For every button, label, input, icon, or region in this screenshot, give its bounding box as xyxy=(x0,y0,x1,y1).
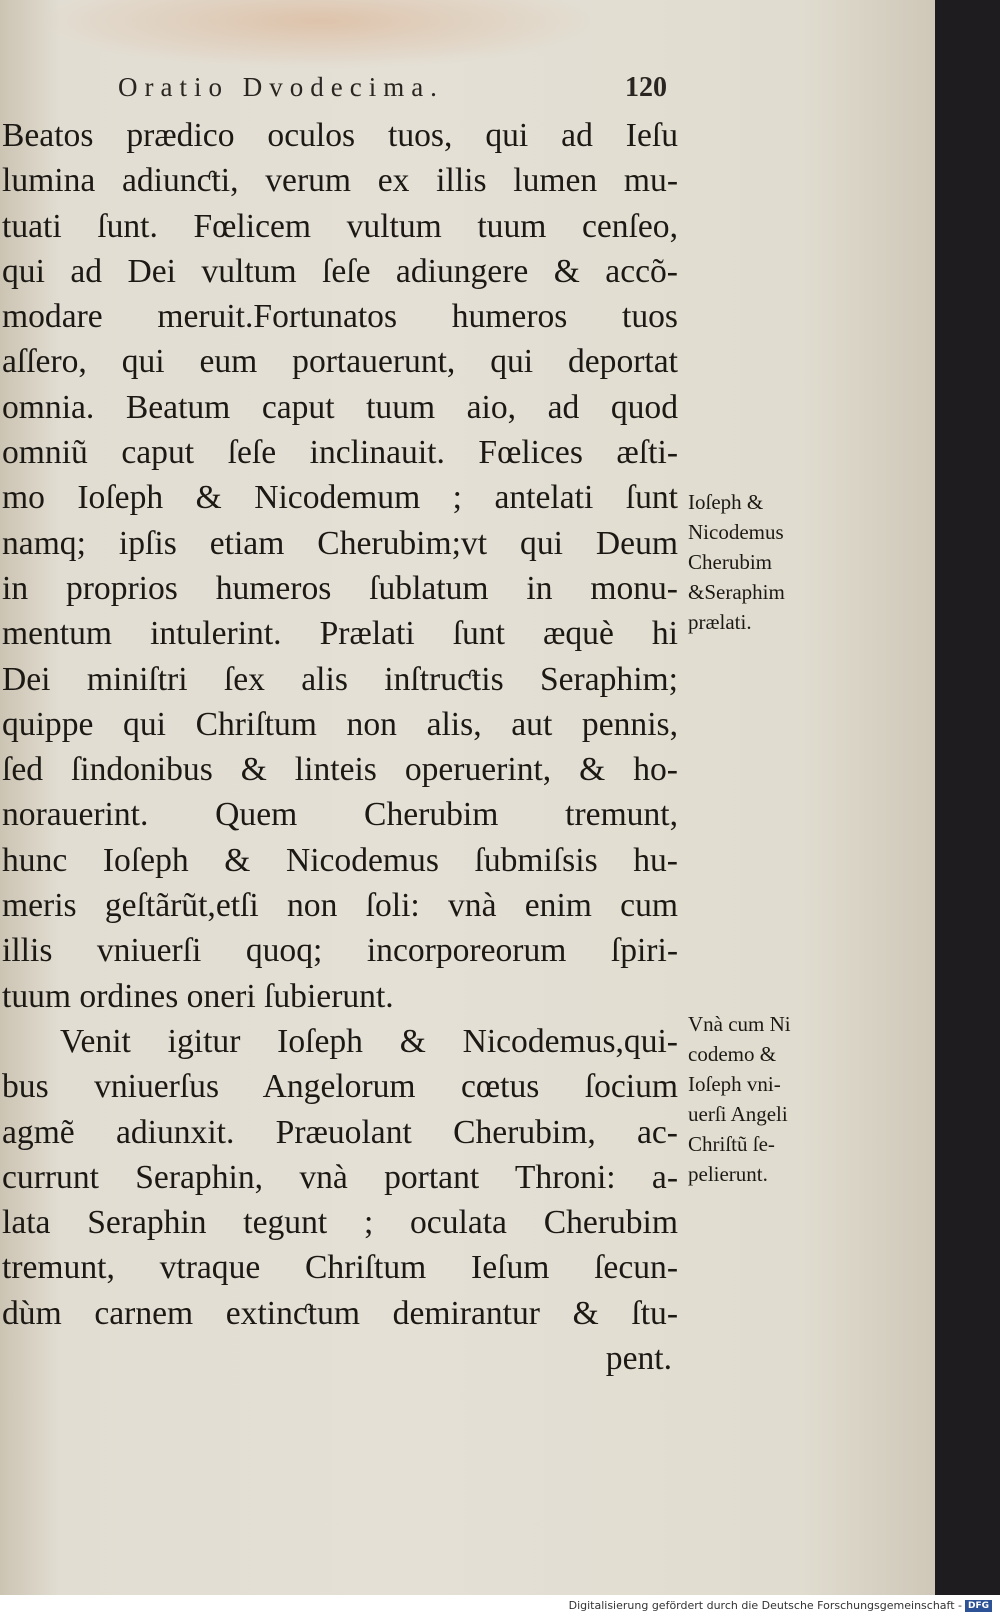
text-line: bus vniuerſus Angelorum cœtus ſocium xyxy=(2,1068,678,1106)
text-line: dùm carnem extinƈtum demirantur & ſtu- xyxy=(2,1294,678,1332)
paragraph-1 xyxy=(2,113,678,1019)
text-line: modare meruit.Fortunatos humeros tuos xyxy=(2,298,678,336)
marginal-line: prælati. xyxy=(688,610,752,634)
text-line: meris geſtãrũt,etſi non ſoli: vnà enim cum xyxy=(2,887,678,925)
text-line: tuum ordines oneri ſubierunt. xyxy=(2,977,394,1015)
credit-text: Digitalisierung gefördert durch die Deutsche Forschungsgemeinschaft - xyxy=(568,1599,962,1612)
text-line: aſſero, qui eum portauerunt, qui deportat xyxy=(2,343,678,381)
marginal-line: Chriſtũ ſe- xyxy=(688,1132,775,1156)
marginal-line: &Seraphim xyxy=(688,580,785,604)
text-line: qui ad Dei vultum ſeſe adiungere & accõ- xyxy=(2,252,678,290)
text-line: namq; ipſis etiam Cherubim;vt qui Deum xyxy=(2,524,678,562)
text-line: in proprios humeros ſublatum in monu- xyxy=(2,569,678,607)
marginal-line: Ioſeph & xyxy=(688,490,764,514)
text-line: lata Seraphin tegunt ; oculata Cherubim xyxy=(2,1204,678,1242)
text-line: norauerint. Quem Cherubim tremunt, xyxy=(2,796,678,834)
text-line: Dei miniſtri ſex alis inſtruƈtis Seraphim; xyxy=(2,660,678,698)
body-text xyxy=(2,113,678,1381)
text-line: tremunt, vtraque Chriſtum Ieſum ſecun- xyxy=(2,1249,678,1287)
text-line: mentum intulerint. Prælati ſunt æquè hi xyxy=(2,615,678,653)
page-stain xyxy=(40,0,600,70)
paragraph-2 xyxy=(2,1019,678,1336)
text-line: Beatos prædico oculos tuos, qui ad Ieſu xyxy=(2,117,678,154)
text-line: ſed ſindonibus & linteis operuerint, & ho- xyxy=(2,751,678,789)
text-line: quippe qui Chriſtum non alis, aut pennis, xyxy=(2,705,678,743)
text-line: agmẽ adiunxit. Præuolant Cherubim, ac- xyxy=(2,1113,678,1151)
marginal-line: pelierunt. xyxy=(688,1162,768,1186)
text-line: omniũ caput ſeſe inclinauit. Fœlices æſti- xyxy=(2,434,678,472)
marginal-note-1 xyxy=(688,487,785,637)
digitization-credit xyxy=(569,1599,992,1612)
text-line: mo Ioſeph & Nicodemum ; antelati ſunt xyxy=(2,479,678,517)
marginal-line: uerſi Angeli xyxy=(688,1102,788,1126)
catchword: pent. xyxy=(605,1340,672,1378)
marginal-line: Ioſeph vni- xyxy=(688,1072,781,1096)
marginal-line: codemo & xyxy=(688,1042,777,1066)
dfg-logo: DFG xyxy=(965,1600,992,1612)
text-line: Venit igitur Ioſeph & Nicodemus,qui- xyxy=(60,1022,678,1060)
marginal-note-2 xyxy=(688,1009,791,1189)
text-line: illis vniuerſi quoq; incorporeorum ſpiri- xyxy=(2,932,678,970)
text-line: tuati ſunt. Fœlicem vultum tuum cenſeo, xyxy=(2,207,678,245)
text-line: currunt Seraphin, vnà portant Throni: a- xyxy=(2,1158,678,1196)
text-line: omnia. Beatum caput tuum aio, ad quod xyxy=(2,388,678,426)
marginal-line: Vnà cum Ni xyxy=(688,1012,791,1036)
running-head: Oratio Dvodecima. xyxy=(118,72,444,102)
marginal-line: Nicodemus xyxy=(688,520,784,544)
text-line: hunc Ioſeph & Nicodemus ſubmiſsis hu- xyxy=(2,841,678,879)
page-number: 120 xyxy=(625,72,667,103)
marginal-line: Cherubim xyxy=(688,550,772,574)
text-line: lumina adiunƈti, verum ex illis lumen mu- xyxy=(2,162,678,200)
